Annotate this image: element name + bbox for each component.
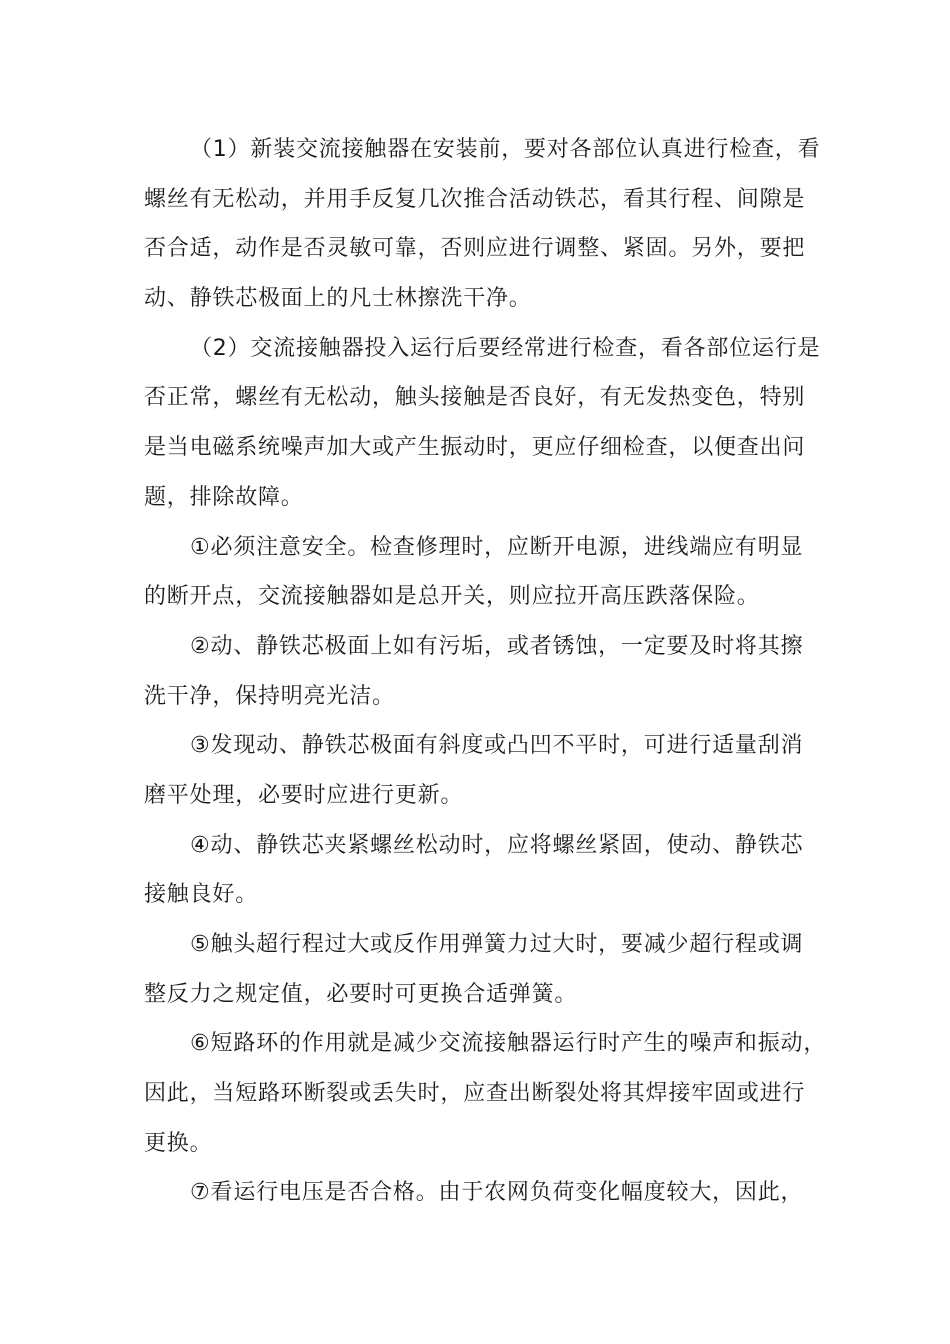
paragraph	[144, 920, 824, 1019]
text-line: 的断开点，交流接触器如是总开关，则应拉开高压跌落保险。	[144, 584, 760, 610]
paragraph	[144, 125, 824, 324]
paragraph	[144, 1168, 824, 1218]
text-line: ①必须注意安全。检查修理时，应断开电源，进线端应有明显	[190, 534, 804, 560]
paragraph	[144, 324, 824, 523]
text-line: ⑦看运行电压是否合格。由于农网负荷变化幅度较大，因此，	[190, 1180, 804, 1206]
paragraph	[144, 1019, 827, 1168]
text-line: 题，排除故障。	[144, 484, 304, 510]
text-line: ③发现动、静铁芯极面有斜度或凸凹不平时，可进行适量刮消	[190, 733, 804, 759]
paragraph	[144, 821, 824, 920]
text-line: 磨平处理，必要时应进行更新。	[144, 782, 464, 808]
text-line: 否正常，螺丝有无松动，触头接触是否良好，有无发热变色，特别	[144, 385, 806, 411]
text-line: 动、静铁芯极面上的凡士林擦洗干净。	[144, 286, 532, 312]
paragraph	[144, 622, 824, 721]
text-line: 因此，当短路环断裂或丢失时，应查出断裂处将其焊接牢固或进行	[144, 1081, 806, 1107]
text-line: ④动、静铁芯夹紧螺丝松动时，应将螺丝紧固，使动、静铁芯	[190, 832, 804, 858]
paragraph	[144, 721, 824, 820]
text-line: 螺丝有无松动，并用手反复几次推合活动铁芯，看其行程、间隙是	[144, 186, 806, 212]
text-line: 洗干净，保持明亮光洁。	[144, 683, 395, 709]
paragraph	[144, 523, 824, 622]
text-line: ②动、静铁芯极面上如有污垢，或者锈蚀，一定要及时将其擦	[190, 633, 804, 659]
text-line: （2）交流接触器投入运行后要经常进行检查，看各部位运行是	[190, 335, 821, 361]
text-line: 更换。	[144, 1130, 213, 1156]
text-line: （1）新装交流接触器在安装前，要对各部位认真进行检查，看	[190, 137, 821, 162]
text-line: 整反力之规定值，必要时可更换合适弹簧。	[144, 981, 578, 1007]
text-line: 是当电磁系统噪声加大或产生振动时，更应仔细检查，以便查出问	[144, 435, 806, 461]
text-line: 接触良好。	[144, 882, 259, 908]
text-line: 否合适，动作是否灵敏可靠，否则应进行调整、紧固。另外，要把	[144, 236, 806, 262]
text-line: ⑤触头超行程过大或反作用弹簧力过大时，要减少超行程或调	[190, 932, 804, 957]
document-page	[144, 125, 827, 1218]
text-line: ⑥短路环的作用就是减少交流接触器运行时产生的噪声和振动，	[190, 1031, 827, 1057]
